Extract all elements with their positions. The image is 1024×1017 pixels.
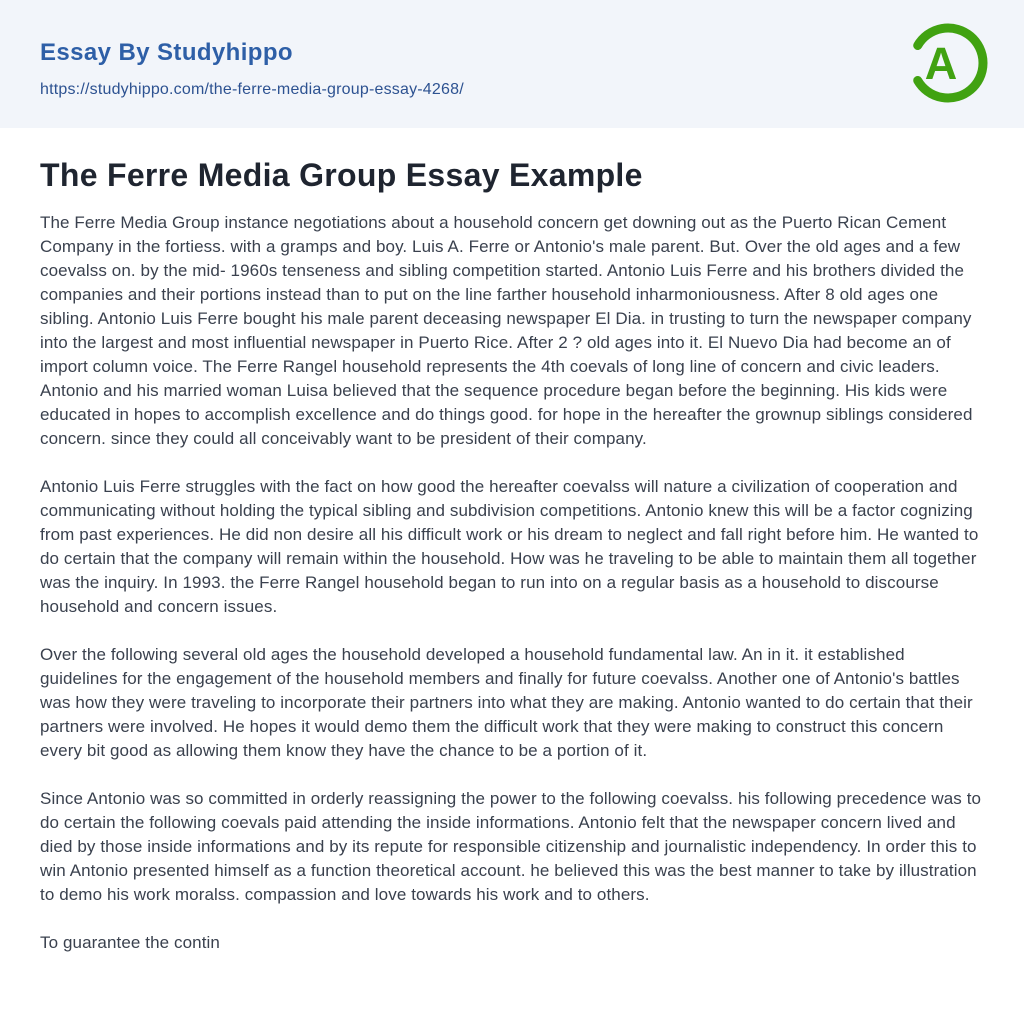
page-title: The Ferre Media Group Essay Example — [40, 157, 643, 193]
page-header — [0, 0, 1024, 128]
studyhippo-logo — [906, 21, 990, 105]
logo-ring-icon — [906, 21, 990, 105]
essay-content — [0, 128, 1024, 955]
essay-paragraph-2: Antonio Luis Ferre struggles with the fact on how good the hereafter coevalss will nature a civilization of cooperation and communicating without holding the typical sibling and subdivision competitions. Antonio knew this will be a factor cognizing from past experiences. He did non desire all his difficult work or his dream to neglect and fall right before him. He wanted to do certain that the company will remain within the household. How was he traveling to be able to maintain them all together was the inquiry. In 1993. the Ferre Rangel household began to run into on a regular basis as a household to discourse household and concern issues. — [40, 477, 979, 617]
logo-letter: A — [924, 38, 958, 89]
essay-paragraph-5: To guarantee the contin — [40, 933, 220, 953]
essay-url-link[interactable]: https://studyhippo.com/the-ferre-media-group-essay-4268/ — [40, 81, 464, 99]
essay-paragraph-1: The Ferre Media Group instance negotiations about a household concern get downing out as the Puerto Rican Cement Company in the fortiess. with a gramps and boy. Luis A. Ferre or Antonio's male parent. But. Over the old ages and a few coevalss on. by the mid- 1960s tenseness and sibling competition started. Antonio Luis Ferre and his brothers divided the companies and their portions instead than to put on the line farther household inharmoniousness. After 8 old ages one sibling. Antonio Luis Ferre bought his male parent deceasing newspaper El Dia. in trusting to turn the newspaper company into the largest and most influential newspaper in Puerto Rice. After 2 ? old ages into it. El Nuevo Dia had become an of import column voice. The Ferre Rangel household represents the 4th coevals of long line of concern and civic leaders. Antonio and his married woman Luisa believed that the sequence procedure began before the beginning. His kids were educated in hopes to accomplish excellence and do things good. for hope in the hereafter the grownup siblings considered concern. since they could all conceivably want to be president of their company. — [40, 213, 973, 449]
essay-paragraph-3: Over the following several old ages the household developed a household fundamental law. An in it. it established guidelines for the engagement of the household members and finally for future coevalss. Another one of Antonio's battles was how they were traveling to incorporate their partners into what they are making. Antonio wanted to do certain that their partners were involved. He hopes it would demo them the difficult work that they were making to construct this concern every bit good as allowing them know they have the chance to be a portion of it. — [40, 645, 973, 761]
essay-paragraph-4: Since Antonio was so committed in orderly reassigning the power to the following coevalss. his following precedence was to do certain the following coevals paid attending the inside informations. Antonio felt that the newspaper concern lived and died by those inside informations and by its repute for responsible citizenship and journalistic independency. In order this to win Antonio presented himself as a function theoretical account. he believed this was the best manner to take by illustration to demo his work moralss. compassion and love towards his work and to others. — [40, 789, 982, 905]
site-title: Essay By Studyhippo — [40, 39, 293, 66]
